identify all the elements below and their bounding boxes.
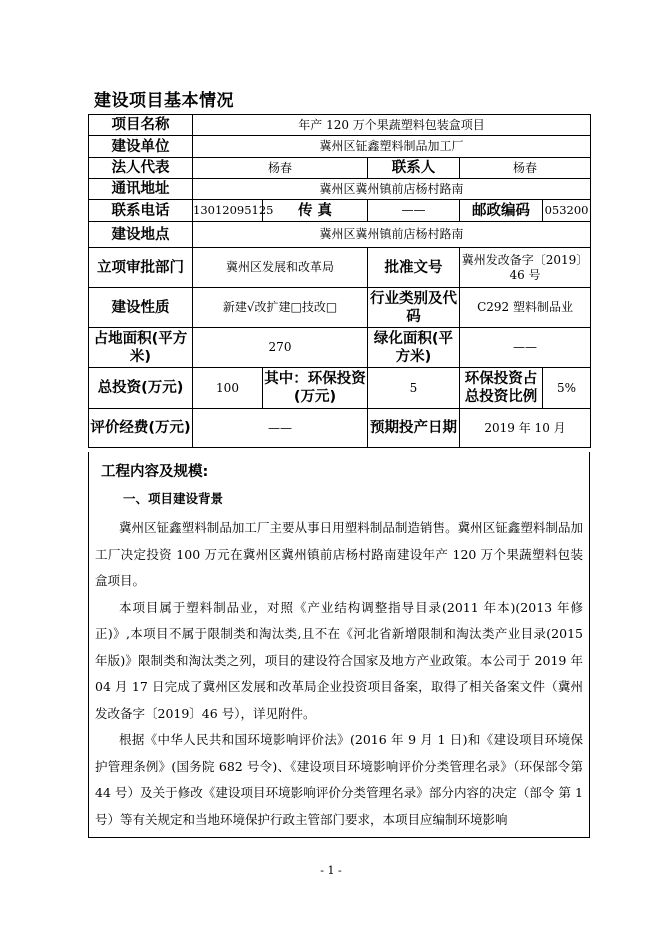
approval-no-label: 批准文号 <box>368 248 460 288</box>
project-content-section <box>88 452 590 838</box>
env-invest-value: 5 <box>368 368 460 409</box>
contact-value: 杨春 <box>460 158 591 179</box>
content-heading: 工程内容及规模: <box>101 464 209 480</box>
eval-fee-label: 评价经费(万元) <box>89 409 193 448</box>
area-label: 占地面积(平方米) <box>89 328 193 368</box>
area-value: 270 <box>193 328 368 368</box>
env-ratio-label: 环保投资占总投资比例 <box>460 368 543 409</box>
approval-no-value: 冀州发改备字〔2019〕46 号 <box>460 248 591 288</box>
fax-value: —— <box>368 200 460 222</box>
green-area-label: 绿化面积(平方米) <box>368 328 460 368</box>
env-ratio-value: 5% <box>543 368 591 409</box>
industry-value: C292 塑料制品业 <box>460 288 591 328</box>
site-label: 建设地点 <box>89 222 193 248</box>
unit-label: 建设单位 <box>89 136 193 158</box>
investment-label: 总投资(万元) <box>89 368 193 409</box>
legal-rep-label: 法人代表 <box>89 158 193 179</box>
fax-label: 传 真 <box>263 200 368 222</box>
approval-dept-value: 冀州区发展和改革局 <box>193 248 368 288</box>
industry-label: 行业类别及代码 <box>368 288 460 328</box>
background-paragraph-1: 冀州区钲鑫塑料制品加工厂主要从事日用塑料制品制造销售。冀州区钲鑫塑料制品加工厂决定投资 100 万元在冀州区冀州镇前店杨村路南建设年产 120 万个果蔬塑料包装盒项目。 <box>95 520 583 588</box>
phone-label: 联系电话 <box>89 200 193 222</box>
postcode-value: 053200 <box>543 200 591 222</box>
page-number: - 1 - <box>320 864 342 877</box>
address-label: 通讯地址 <box>89 179 193 200</box>
page-title: 建设项目基本情况 <box>94 91 234 111</box>
env-invest-label: 其中：环保投资(万元) <box>263 368 368 409</box>
background-paragraph-2: 本项目属于塑料制品业，对照《产业结构调整指导目录(2011 年本)(2013 年修正)》,本项目不属于限制类和淘汰类,且不在《河北省新增限制和淘汰类产业目录(2015 年版)》限制类和淘汰类之列，项目的建设符合国家及地方产业政策。本公司于 2019 年 04 月 17 日完成了冀州区发展和改革局企业投资项目备案，取得了相关备案文件（冀州发改备字〔2019〕46 号），详见附件。 <box>95 599 583 721</box>
project-name-label: 项目名称 <box>89 115 193 136</box>
investment-value: 100 <box>193 368 263 409</box>
postcode-label: 邮政编码 <box>460 200 543 222</box>
nature-value: 新建√改扩建□技改□ <box>193 288 368 328</box>
green-area-value: —— <box>460 328 591 368</box>
address-value: 冀州区冀州镇前店杨村路南 <box>193 179 591 200</box>
production-date-value: 2019 年 10 月 <box>460 409 591 448</box>
eval-fee-value: —— <box>193 409 368 448</box>
nature-label: 建设性质 <box>89 288 193 328</box>
production-date-label: 预期投产日期 <box>368 409 460 448</box>
approval-dept-label: 立项审批部门 <box>89 248 193 288</box>
site-value: 冀州区冀州镇前店杨村路南 <box>193 222 591 248</box>
background-paragraph-3: 根据《中华人民共和国环境影响评价法》(2016 年 9 月 1 日)和《建设项目环境保护管理条例》(国务院 682 号令)、《建设项目环境影响评价分类管理名录》（环保部令第 44 号）及关于修改《建设项目环境影响评价分类管理名录》部分内容的决定（部令 第 1 号）等有关规定和当地环境保护行政主管部门要求，本项目应编制环境影响 <box>95 732 583 827</box>
unit-value: 冀州区钲鑫塑料制品加工厂 <box>193 136 591 158</box>
legal-rep-value: 杨春 <box>193 158 368 179</box>
phone-value: 13012095125 <box>193 200 263 222</box>
project-info-table <box>88 114 591 448</box>
background-subheading: 一、项目建设背景 <box>123 491 224 506</box>
contact-label: 联系人 <box>368 158 460 179</box>
project-name-value: 年产 120 万个果蔬塑料包装盒项目 <box>193 115 591 136</box>
